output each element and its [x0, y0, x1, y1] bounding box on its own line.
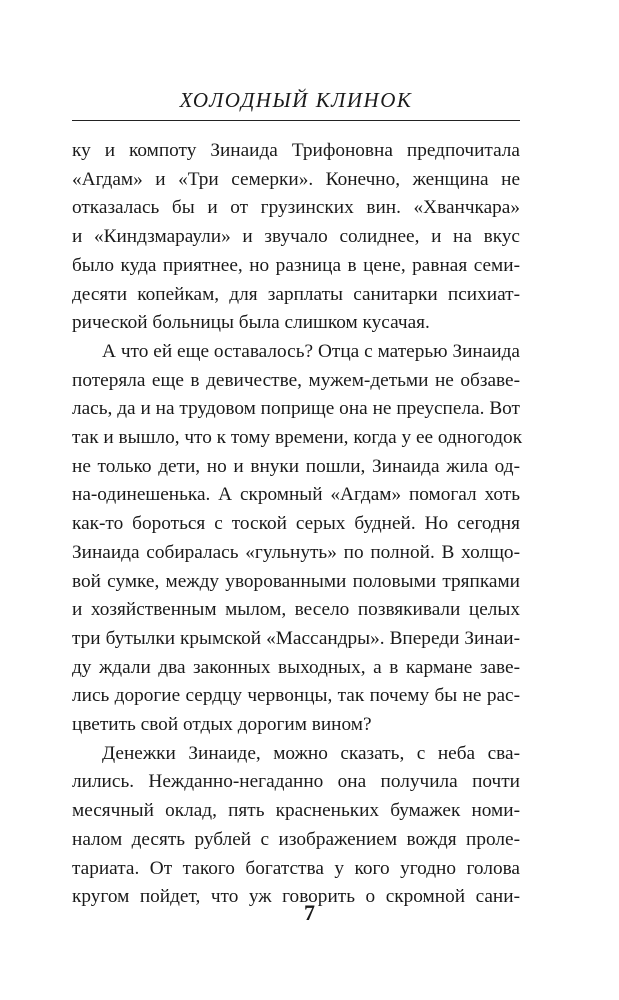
- text-line: лись дорогие сердцу червонцы, так почему бы не рас-: [72, 685, 520, 707]
- text-line: отказалась бы и от грузинских вин. «Хванчкара»: [72, 197, 520, 219]
- text-line: не только дети, но и внуки пошли, Зинаида жила од-: [72, 455, 520, 477]
- text-line: на-одинешенька. А скромный «Агдам» помогал хоть: [72, 484, 520, 506]
- text-line: три бутылки крымской «Массандры». Впереди Зинаи-: [72, 627, 520, 649]
- text-line: ку и компоту Зинаида Трифоновна предпочитала: [72, 140, 520, 161]
- text-line: как-то бороться с тоской серых будней. Но сегодня: [72, 513, 520, 535]
- text-line: ду ждали два законных выходных, а в кармане заве-: [72, 656, 520, 678]
- text-line: налом десять рублей с изображением вождя проле-: [72, 828, 520, 850]
- text-line: «Агдам» и «Три семерки». Конечно, женщина не: [72, 168, 520, 190]
- text-line: лась, да и на трудовом поприще она не преуспела. Вот: [72, 398, 520, 420]
- text-line: тариата. От такого богатства у кого угодно голова: [72, 857, 520, 879]
- text-line: было куда приятнее, но разница в цене, равная семи-: [72, 254, 520, 276]
- page-number: 7: [304, 900, 315, 925]
- text-line: так и вышло, что к тому времени, когда у ее одногодок: [72, 427, 523, 449]
- running-head: ХОЛОДНЫЙ КЛИНОК: [179, 88, 413, 112]
- text-line: Денежки Зинаиде, можно сказать, с неба сва-: [102, 742, 520, 764]
- text-line: кругом пойдет, что уж говорить о скромной сани-: [72, 886, 520, 908]
- text-line: десяти копейкам, для зарплаты санитарки психиат-: [72, 283, 520, 305]
- text-line: вой сумке, между уворованными половыми тряпками: [72, 570, 520, 592]
- text-line: и «Киндзмараули» и звучало солиднее, и на вкус: [72, 226, 520, 248]
- body-text: [72, 137, 523, 912]
- header-rule: [72, 120, 520, 121]
- text-line: лились. Нежданно-негаданно она получила почти: [72, 771, 520, 793]
- text-line: месячный оклад, пять красненьких бумажек номи-: [72, 800, 520, 822]
- text-line: потеряла еще в девичестве, мужем-детьми не обзаве-: [72, 369, 520, 391]
- text-line: Зинаида собиралась «гульнуть» по полной. В холщо-: [72, 541, 520, 563]
- text-line: цветить свой отдых дорогим вином?: [72, 714, 372, 736]
- text-line: рической больницы была слишком кусачая.: [72, 312, 430, 334]
- text-line: А что ей еще оставалось? Отца с матерью Зинаида: [102, 340, 520, 362]
- text-line: и хозяйственным мылом, весело позвякивали целых: [72, 599, 520, 621]
